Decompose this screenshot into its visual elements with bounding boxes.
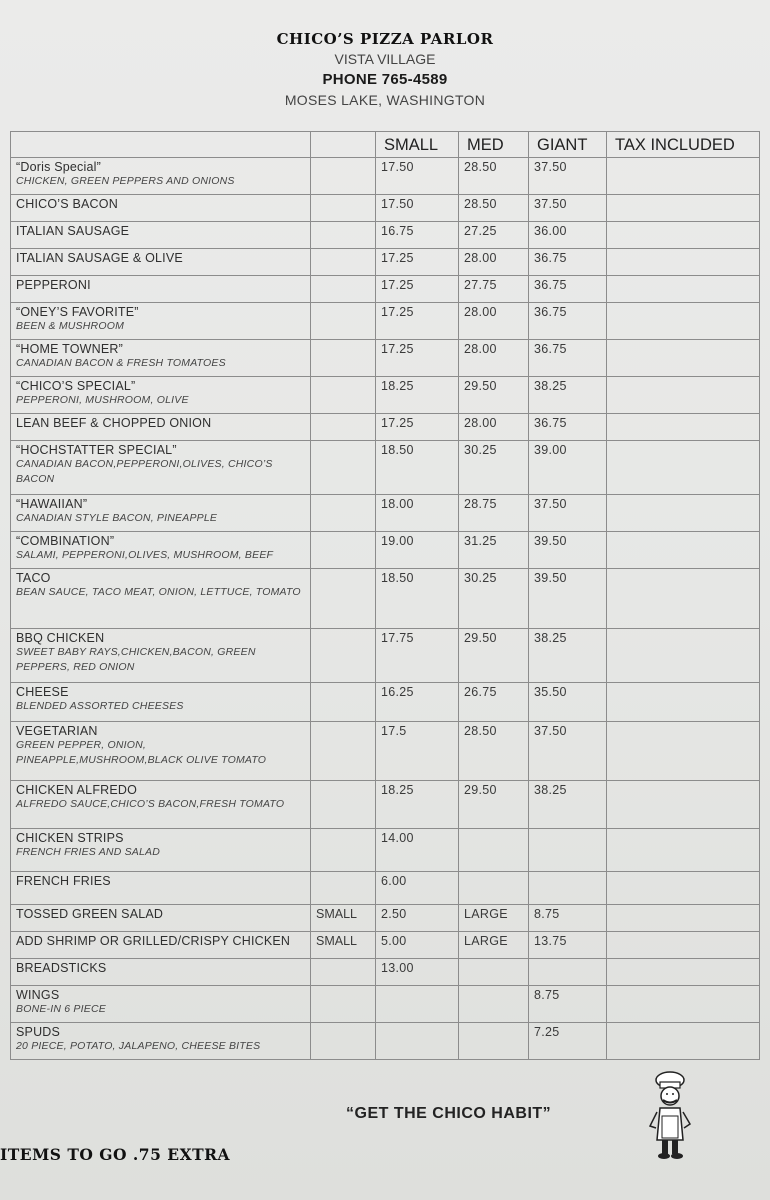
menu-item-row (11, 532, 760, 569)
item-name: “HAWAIIAN” (16, 497, 88, 511)
price-med (459, 872, 529, 905)
header-tax-included: TAX INCLUDED (607, 132, 760, 158)
price-small: 17.50 (376, 158, 459, 195)
price-small: 17.50 (376, 195, 459, 222)
price-med (459, 829, 529, 872)
price-med: 31.25 (459, 532, 529, 569)
tax-cell (607, 986, 760, 1023)
size-label-cell (311, 872, 376, 905)
price-med: 28.00 (459, 303, 529, 340)
price-small: 18.50 (376, 441, 459, 495)
size-label-cell (311, 781, 376, 829)
size-label-cell (311, 195, 376, 222)
tax-cell (607, 872, 760, 905)
tax-cell (607, 441, 760, 495)
price-small: 14.00 (376, 829, 459, 872)
menu-item-row (11, 158, 760, 195)
tax-cell (607, 905, 760, 932)
item-cell (11, 414, 311, 441)
menu-item-row (11, 249, 760, 276)
header-med: MED (459, 132, 529, 158)
item-description: CANADIAN BACON,PEPPERONI,OLIVES, CHICO’S BACON (16, 458, 273, 485)
item-cell (11, 905, 311, 932)
size-label-cell (311, 829, 376, 872)
price-giant: 39.00 (529, 441, 607, 495)
price-giant: 37.50 (529, 495, 607, 532)
menu-table (10, 131, 760, 1060)
item-cell (11, 340, 311, 377)
price-small: 17.25 (376, 276, 459, 303)
price-small (376, 986, 459, 1023)
item-name: “HOCHSTATTER SPECIAL” (16, 443, 177, 457)
price-med: 28.50 (459, 722, 529, 781)
tax-cell (607, 249, 760, 276)
menu-item-row (11, 986, 760, 1023)
tax-cell (607, 276, 760, 303)
item-name: “CHICO’S SPECIAL” (16, 379, 136, 393)
tax-cell (607, 303, 760, 340)
price-med: LARGE (459, 905, 529, 932)
slogan: “GET THE CHICO HABIT” (346, 1105, 552, 1122)
item-cell (11, 195, 311, 222)
item-cell (11, 158, 311, 195)
price-med: 27.25 (459, 222, 529, 249)
item-cell (11, 629, 311, 683)
item-name: BREADSTICKS (16, 961, 107, 975)
header-small: SMALL (376, 132, 459, 158)
size-label-cell (311, 986, 376, 1023)
header-label-cell (311, 132, 376, 158)
item-name: BBQ CHICKEN (16, 631, 105, 645)
price-small: 17.25 (376, 249, 459, 276)
size-label-cell (311, 629, 376, 683)
item-name: “Doris Special” (16, 160, 101, 174)
price-med: 28.50 (459, 195, 529, 222)
menu-item-row (11, 932, 760, 959)
price-small (376, 1023, 459, 1060)
item-name: VEGETARIAN (16, 724, 98, 738)
price-med (459, 1023, 529, 1060)
price-giant: 13.75 (529, 932, 607, 959)
price-med: 29.50 (459, 377, 529, 414)
item-cell (11, 1023, 311, 1060)
price-med (459, 959, 529, 986)
item-cell (11, 441, 311, 495)
size-label-cell (311, 222, 376, 249)
price-giant: 36.75 (529, 414, 607, 441)
price-med: 28.75 (459, 495, 529, 532)
price-giant: 35.50 (529, 683, 607, 722)
menu-item-row (11, 781, 760, 829)
item-description: BLENDED ASSORTED CHEESES (16, 700, 184, 712)
item-name: CHEESE (16, 685, 69, 699)
size-label-cell (311, 532, 376, 569)
item-name: PEPPERONI (16, 278, 91, 292)
tax-cell (607, 222, 760, 249)
price-small: 18.00 (376, 495, 459, 532)
item-name: CHICO’S BACON (16, 197, 118, 211)
chef-mascot-icon (648, 1070, 694, 1162)
size-label-cell (311, 1023, 376, 1060)
price-giant (529, 829, 607, 872)
tax-cell (607, 959, 760, 986)
price-med: 28.00 (459, 249, 529, 276)
menu-item-row (11, 905, 760, 932)
menu-item-row (11, 722, 760, 781)
item-cell (11, 781, 311, 829)
price-med: 26.75 (459, 683, 529, 722)
item-cell (11, 683, 311, 722)
size-label-cell (311, 495, 376, 532)
size-label-cell (311, 569, 376, 629)
item-name: FRENCH FRIES (16, 874, 111, 888)
menu-item-row (11, 377, 760, 414)
price-med (459, 986, 529, 1023)
item-name: “ONEY’S FAVORITE” (16, 305, 139, 319)
price-med: 28.00 (459, 414, 529, 441)
menu-item-row (11, 340, 760, 377)
item-cell (11, 932, 311, 959)
menu-item-row (11, 495, 760, 532)
tax-cell (607, 722, 760, 781)
price-med: 30.25 (459, 569, 529, 629)
item-description: CANADIAN BACON & FRESH TOMATOES (16, 357, 226, 369)
size-label-cell (311, 414, 376, 441)
price-giant: 36.75 (529, 340, 607, 377)
item-name: CHICKEN ALFREDO (16, 783, 138, 797)
item-cell (11, 249, 311, 276)
tax-cell (607, 158, 760, 195)
price-giant: 8.75 (529, 986, 607, 1023)
tax-cell (607, 629, 760, 683)
menu-item-row (11, 872, 760, 905)
price-small: 17.25 (376, 340, 459, 377)
size-label-cell (311, 340, 376, 377)
header-giant: GIANT (529, 132, 607, 158)
tax-cell (607, 532, 760, 569)
size-label-cell: SMALL (311, 905, 376, 932)
price-small: 2.50 (376, 905, 459, 932)
menu-item-row (11, 1023, 760, 1060)
item-cell (11, 986, 311, 1023)
item-cell (11, 303, 311, 340)
price-med: 29.50 (459, 781, 529, 829)
price-giant: 38.25 (529, 629, 607, 683)
phone-number: PHONE 765-4589 (322, 71, 448, 88)
item-name: “HOME TOWNER” (16, 342, 123, 356)
item-description: FRENCH FRIES AND SALAD (16, 846, 161, 858)
tax-cell (607, 340, 760, 377)
item-cell (11, 495, 311, 532)
item-name: SPUDS (16, 1025, 61, 1039)
price-med: 30.25 (459, 441, 529, 495)
item-cell (11, 872, 311, 905)
price-med: LARGE (459, 932, 529, 959)
item-cell (11, 532, 311, 569)
menu-item-row (11, 569, 760, 629)
price-giant: 36.75 (529, 276, 607, 303)
item-description: CANADIAN STYLE BACON, PINEAPPLE (16, 512, 218, 524)
item-cell (11, 829, 311, 872)
tax-cell (607, 829, 760, 872)
price-small: 13.00 (376, 959, 459, 986)
price-med: 27.75 (459, 276, 529, 303)
price-giant: 7.25 (529, 1023, 607, 1060)
item-cell (11, 377, 311, 414)
menu-item-row (11, 222, 760, 249)
tax-cell (607, 569, 760, 629)
price-giant: 8.75 (529, 905, 607, 932)
tax-cell (607, 414, 760, 441)
item-name: WINGS (16, 988, 60, 1002)
tax-cell (607, 495, 760, 532)
menu-item-row (11, 195, 760, 222)
price-giant: 39.50 (529, 532, 607, 569)
item-description: BONE-IN 6 PIECE (16, 1003, 106, 1015)
item-cell (11, 569, 311, 629)
price-small: 18.50 (376, 569, 459, 629)
item-description: GREEN PEPPER, ONION, PINEAPPLE,MUSHROOM,BLACK OLIVE TOMATO (16, 739, 267, 766)
header-item-cell (11, 132, 311, 158)
price-small: 16.25 (376, 683, 459, 722)
price-giant: 37.50 (529, 195, 607, 222)
item-name: LEAN BEEF & CHOPPED ONION (16, 416, 212, 430)
price-small: 18.25 (376, 377, 459, 414)
menu-item-row (11, 276, 760, 303)
price-small: 6.00 (376, 872, 459, 905)
size-label-cell (311, 441, 376, 495)
price-small: 18.25 (376, 781, 459, 829)
menu-item-row (11, 829, 760, 872)
menu-header (0, 28, 770, 108)
size-label-cell (311, 722, 376, 781)
tax-cell (607, 195, 760, 222)
price-med: 28.00 (459, 340, 529, 377)
price-small: 17.25 (376, 414, 459, 441)
price-giant: 37.50 (529, 722, 607, 781)
item-cell (11, 276, 311, 303)
price-small: 19.00 (376, 532, 459, 569)
item-name: “COMBINATION” (16, 534, 115, 548)
price-giant: 36.00 (529, 222, 607, 249)
item-name: CHICKEN STRIPS (16, 831, 124, 845)
item-description: SWEET BABY RAYS,CHICKEN,BACON, GREEN PEPPERS, RED ONION (16, 646, 256, 673)
price-giant: 38.25 (529, 377, 607, 414)
item-description: ALFREDO SAUCE,CHICO’S BACON,FRESH TOMATO (16, 798, 285, 810)
size-label-cell (311, 303, 376, 340)
location-name: VISTA VILLAGE (334, 51, 436, 67)
size-label-cell (311, 158, 376, 195)
item-description: BEAN SAUCE, TACO MEAT, ONION, LETTUCE, TOMATO (16, 586, 301, 598)
item-description: BEEN & MUSHROOM (16, 320, 125, 332)
item-name: ITALIAN SAUSAGE (16, 224, 130, 238)
price-small: 16.75 (376, 222, 459, 249)
menu-table-header (11, 132, 760, 158)
tax-cell (607, 683, 760, 722)
size-label-cell (311, 249, 376, 276)
menu-item-row (11, 629, 760, 683)
menu-item-row (11, 441, 760, 495)
price-small: 5.00 (376, 932, 459, 959)
size-label-cell (311, 377, 376, 414)
price-med: 28.50 (459, 158, 529, 195)
size-label-cell (311, 683, 376, 722)
price-giant (529, 959, 607, 986)
tax-cell (607, 377, 760, 414)
item-name: ADD SHRIMP OR GRILLED/CRISPY CHICKEN (16, 934, 291, 948)
tax-cell (607, 932, 760, 959)
price-giant: 36.75 (529, 249, 607, 276)
item-name: ITALIAN SAUSAGE & OLIVE (16, 251, 183, 265)
tax-cell (607, 1023, 760, 1060)
menu-item-row (11, 683, 760, 722)
tax-cell (607, 781, 760, 829)
item-description: PEPPERONI, MUSHROOM, OLIVE (16, 394, 189, 406)
menu-item-row (11, 414, 760, 441)
item-description: CHICKEN, GREEN PEPPERS AND ONIONS (16, 175, 235, 187)
restaurant-name: CHICO’S PIZZA PARLOR (276, 30, 494, 48)
price-giant (529, 872, 607, 905)
item-cell (11, 959, 311, 986)
price-giant: 38.25 (529, 781, 607, 829)
item-description: 20 PIECE, POTATO, JALAPENO, CHEESE BITES (16, 1040, 261, 1052)
city-name: MOSES LAKE, WASHINGTON (284, 92, 486, 108)
price-giant: 37.50 (529, 158, 607, 195)
size-label-cell: SMALL (311, 932, 376, 959)
item-cell (11, 722, 311, 781)
size-label-cell (311, 959, 376, 986)
price-giant: 39.50 (529, 569, 607, 629)
menu-table-body (11, 158, 760, 1060)
menu-item-row (11, 303, 760, 340)
to-go-notice: ITEMS TO GO .75 EXTRA (0, 1145, 231, 1164)
price-small: 17.25 (376, 303, 459, 340)
item-description: SALAMI, PEPPERONI,OLIVES, MUSHROOM, BEEF (16, 549, 274, 561)
price-giant: 36.75 (529, 303, 607, 340)
price-small: 17.75 (376, 629, 459, 683)
price-med: 29.50 (459, 629, 529, 683)
price-small: 17.5 (376, 722, 459, 781)
item-name: TACO (16, 571, 51, 585)
item-cell (11, 222, 311, 249)
item-name: TOSSED GREEN SALAD (16, 907, 164, 921)
menu-item-row (11, 959, 760, 986)
size-label-cell (311, 276, 376, 303)
